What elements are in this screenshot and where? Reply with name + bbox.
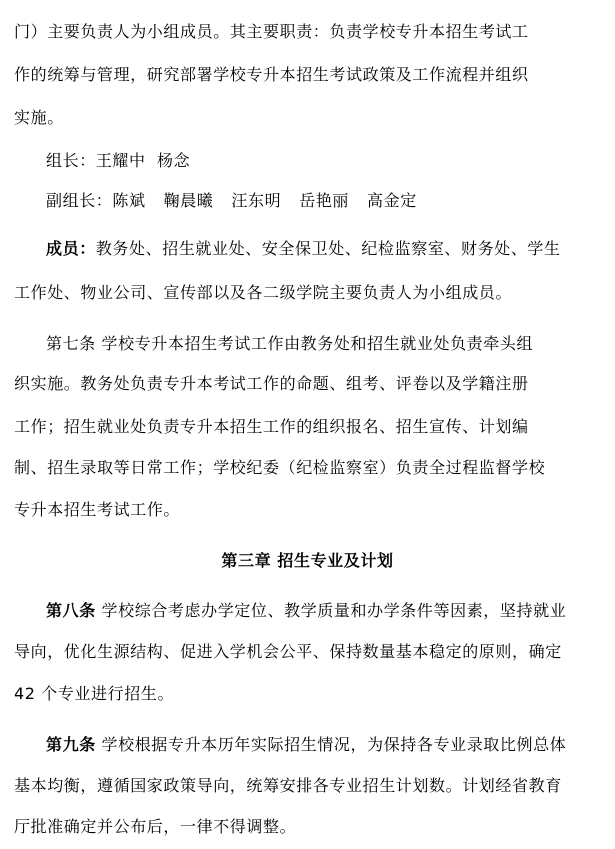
article7-line-4: 制、招生录取等日常工作；学校纪委（纪检监察室）负责全过程监督学校: [14, 458, 546, 477]
members-line-1: [46, 238, 561, 260]
article9-line-1: [46, 734, 566, 756]
vice-leaders-label: 副组长：: [46, 191, 113, 210]
vice-leader-name: 高金定: [367, 191, 417, 210]
article9-label: 第九条: [46, 735, 96, 754]
leaders-label: 组长：: [46, 151, 96, 170]
members-line-2: 工作处、物业公司、宣传部以及各二级学院主要负责人为小组成员。: [14, 283, 513, 302]
article8-line-1-text: 学校综合考虑办学定位、教学质量和办学条件等因素，坚持就业: [95, 601, 567, 620]
vice-leader-name: 陈斌: [112, 191, 146, 210]
members-line-1-text: 教务处、招生就业处、安全保卫处、纪检监察室、财务处、学生: [95, 239, 561, 258]
article7-line-1: 第七条 学校专升本招生考试工作由教务处和招生就业处负责牵头组: [46, 334, 534, 353]
article9-line-1-text: 学校根据专升本历年实际招生情况，为保持各专业录取比例总体: [95, 735, 567, 754]
leaders-line: [46, 150, 190, 172]
vice-leaders-line: [46, 190, 417, 212]
article8-line-1: [46, 600, 566, 622]
article8-label: 第八条: [46, 601, 96, 620]
intro-line-3: 实施。: [14, 108, 64, 127]
article8-line-3: 42 个专业进行招生。: [14, 684, 175, 703]
article7-line-2: 织实施。教务处负责专升本考试工作的命题、组考、评卷以及学籍注册: [14, 374, 529, 393]
article9-line-3: 厅批准确定并公布后，一律不得调整。: [14, 817, 297, 836]
article7-line-3: 工作；招生就业处负责专升本招生工作的组织报名、招生宣传、计划编: [14, 417, 529, 436]
leaders-names: 王耀中 杨念: [95, 151, 191, 170]
article9-line-2: 基本均衡，遵循国家政策导向，统筹安排各专业招生计划数。计划经省教育: [14, 776, 562, 795]
members-label: 成员：: [46, 239, 96, 258]
chapter-title: 第三章 招生专业及计划: [221, 551, 394, 570]
article7-line-5: 专升本招生考试工作。: [14, 500, 181, 519]
intro-line-2: 作的统筹与管理，研究部署学校专升本招生考试政策及工作流程并组织: [14, 65, 529, 84]
vice-leader-name: 鞠晨曦: [163, 191, 214, 210]
vice-leader-name: 岳艳丽: [299, 191, 350, 210]
vice-leader-name: 汪东明: [231, 191, 282, 210]
intro-line-1: 门）主要负责人为小组成员。其主要职责：负责学校专升本招生考试工: [14, 22, 529, 41]
article8-line-2: 导向，优化生源结构、促进入学机会公平、保持数量基本稳定的原则，确定: [14, 642, 562, 661]
